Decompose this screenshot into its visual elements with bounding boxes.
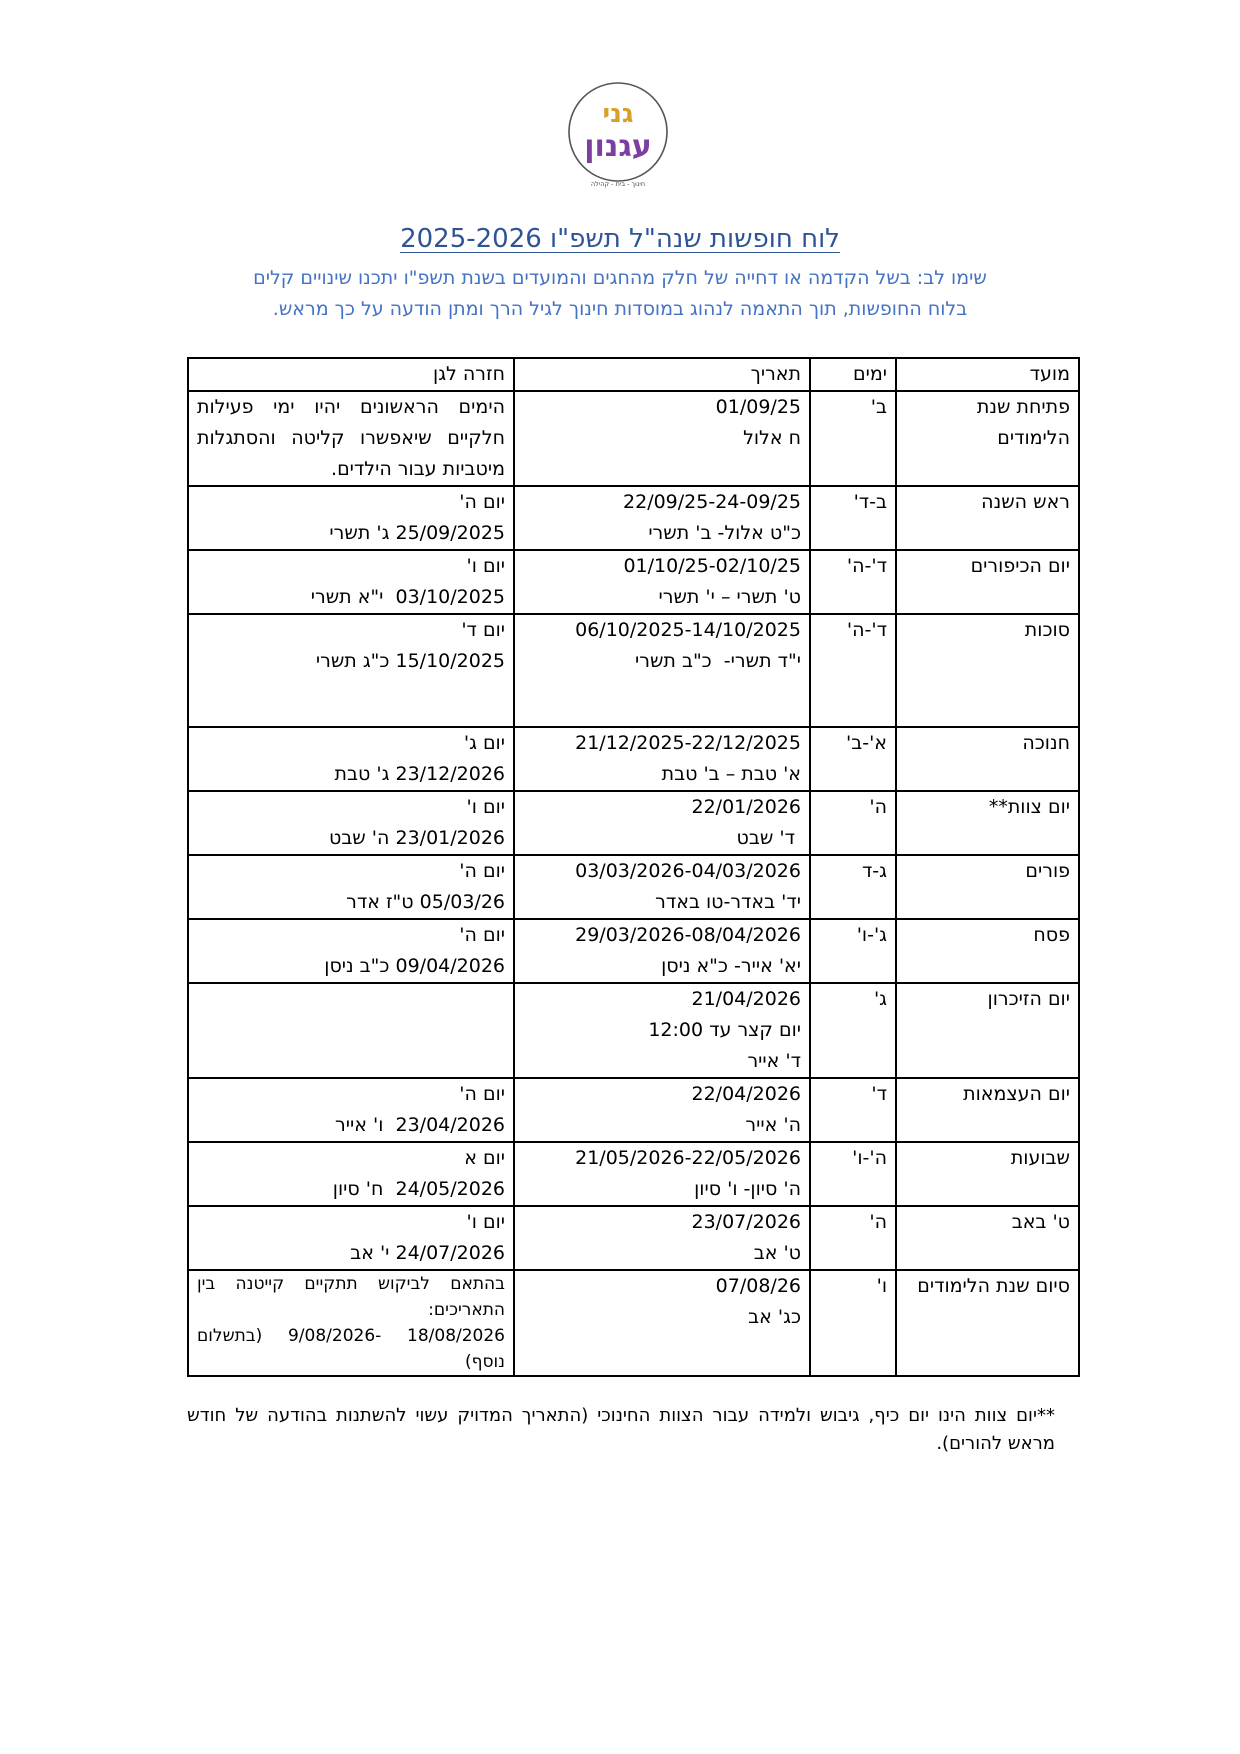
notice-line: בלוח החופשות, תוך התאמה לנהוג במוסדות חינוך לגיל הרך ומתן הודעה על כך מראש. — [272, 298, 968, 320]
table-row — [188, 983, 1079, 1078]
cell-date — [514, 855, 810, 919]
cell-date — [514, 983, 810, 1078]
cell-return — [188, 1078, 514, 1142]
cell-days: ה' — [810, 791, 896, 855]
date-line: 01/10/25-02/10/25 — [623, 555, 801, 577]
date-line: י"ד תשרי- כ"ב תשרי — [635, 650, 801, 672]
cell-return — [188, 855, 514, 919]
header-event: מועד — [896, 358, 1079, 391]
cell-days: ב' — [810, 391, 896, 486]
cell-return — [188, 983, 514, 1078]
date-line: 21/05/2026-22/05/2026 — [575, 1147, 801, 1169]
cell-days: ד'-ה' — [810, 614, 896, 727]
cell-event: יום העצמאות — [896, 1078, 1079, 1142]
cell-days: ג'-ו' — [810, 919, 896, 983]
return-line: 24/07/2026 י' אב — [350, 1242, 505, 1264]
cell-days: ג-ד — [810, 855, 896, 919]
cell-return — [188, 727, 514, 791]
return-line: יום ה' — [459, 491, 505, 513]
header-date: תאריך — [514, 358, 810, 391]
return-line: 18/08/2026 -9/08/2026 (בתשלום נוסף) — [197, 1326, 505, 1372]
date-line: כג' אב — [748, 1306, 801, 1328]
date-line: 01/09/25 — [715, 396, 801, 418]
table-row — [188, 391, 1079, 486]
cell-days: ג' — [810, 983, 896, 1078]
table-row — [188, 855, 1079, 919]
date-line: 21/12/2025-22/12/2025 — [575, 732, 801, 754]
cell-event: סוכות — [896, 614, 1079, 727]
logo-main-text: עגנון — [584, 129, 652, 164]
cell-event: ט' באב — [896, 1206, 1079, 1270]
cell-event: סיום שנת הלימודים — [896, 1270, 1079, 1376]
table-row — [188, 1270, 1079, 1376]
return-line: יום ו' — [466, 1211, 505, 1233]
kindergarten-logo — [564, 78, 672, 188]
date-line: 29/03/2026-08/04/2026 — [575, 924, 801, 946]
return-line: יום ד' — [461, 619, 505, 641]
return-line: 05/03/26 ט"ז אדר — [346, 891, 505, 913]
date-line: 23/07/2026 — [691, 1211, 801, 1233]
return-line: 24/05/2026 ח' סיון — [332, 1178, 505, 1200]
cell-return — [188, 614, 514, 727]
cell-date — [514, 1206, 810, 1270]
date-line: ט' תשרי – י' תשרי — [658, 586, 801, 608]
cell-days: ו' — [810, 1270, 896, 1376]
date-line: כ"ט אלול- ב' תשרי — [648, 522, 801, 544]
table-row — [188, 919, 1079, 983]
return-line: 23/01/2026 ה' שבט — [329, 827, 505, 849]
cell-return — [188, 1142, 514, 1206]
notice-line: שימו לב: בשל הקדמה או דחייה של חלק מהחגים והמועדים בשנת תשפ"ו יתכנו שינויים קלים — [253, 267, 987, 289]
cell-days: ד' — [810, 1078, 896, 1142]
cell-event: יום הזיכרון — [896, 983, 1079, 1078]
return-line: 25/09/2025 ג' תשרי — [329, 522, 505, 544]
cell-date — [514, 391, 810, 486]
page-title: לוח חופשות שנה"ל תשפ"ו 2025-2026 — [400, 224, 840, 254]
date-line: יא' אייר- כ"א ניסן — [661, 955, 801, 977]
date-line: יד' באדר-טו באדר — [655, 891, 801, 913]
table-header-row — [188, 358, 1079, 391]
logo-top-text: גני — [602, 99, 634, 129]
cell-return — [188, 791, 514, 855]
header-return: חזרה לגן — [188, 358, 514, 391]
date-line: ד' אייר — [747, 1050, 801, 1072]
return-line: בהתאם לביקוש תתקיים קייטנה בין התאריכים: — [197, 1274, 505, 1320]
cell-event: ראש השנה — [896, 486, 1079, 550]
return-line: יום ה' — [459, 860, 505, 882]
return-line: 03/10/2025 י"א תשרי — [310, 586, 505, 608]
date-line: ה' סיון- ו' סיון — [694, 1178, 801, 1200]
cell-event: פורים — [896, 855, 1079, 919]
cell-date — [514, 1270, 810, 1376]
table-row — [188, 486, 1079, 550]
return-line: יום ו' — [466, 555, 505, 577]
date-line: ה' אייר — [745, 1114, 801, 1136]
table-row — [188, 791, 1079, 855]
date-line: 06/10/2025-14/10/2025 — [575, 619, 801, 641]
return-line: יום ג' — [463, 732, 505, 754]
cell-return — [188, 1270, 514, 1376]
return-line: 23/04/2026 ו' אייר — [335, 1114, 505, 1136]
cell-event: שבועות — [896, 1142, 1079, 1206]
holiday-table — [187, 357, 1080, 1377]
cell-event: פתיחת שנת הלימודים — [896, 391, 1079, 486]
cell-event: יום צוות** — [896, 791, 1079, 855]
cell-event: יום הכיפורים — [896, 550, 1079, 614]
cell-date — [514, 550, 810, 614]
date-line: 07/08/26 — [715, 1275, 801, 1297]
cell-days: ד'-ה' — [810, 550, 896, 614]
date-line: 21/04/2026 — [691, 988, 801, 1010]
table-row — [188, 1078, 1079, 1142]
date-line: ד' שבט — [736, 827, 801, 849]
cell-return — [188, 391, 514, 486]
cell-days: ה' — [810, 1206, 896, 1270]
date-line: 22/09/25-24-09/25 — [623, 491, 801, 513]
cell-return — [188, 919, 514, 983]
return-line: יום ה' — [459, 1083, 505, 1105]
cell-event: פסח — [896, 919, 1079, 983]
cell-days: א'-ב' — [810, 727, 896, 791]
cell-return — [188, 486, 514, 550]
date-line: א' טבת – ב' טבת — [661, 763, 801, 785]
table-row — [188, 614, 1079, 727]
date-line: ט' אב — [753, 1242, 801, 1264]
header-days: ימים — [810, 358, 896, 391]
table-row — [188, 727, 1079, 791]
cell-return — [188, 550, 514, 614]
table-row — [188, 550, 1079, 614]
cell-date — [514, 727, 810, 791]
cell-date — [514, 1142, 810, 1206]
return-line: יום ו' — [466, 796, 505, 818]
notice — [200, 263, 1040, 325]
footnote: **יום צוות הינו יום כיף, גיבוש ולמידה עבור הצוות החינוכי (התאריך המדויק עשוי להשתנות בהודעה של חודש מראש להורים). — [187, 1405, 1055, 1454]
date-line: ח אלול — [743, 427, 801, 449]
cell-date — [514, 1078, 810, 1142]
cell-days: ב-ד' — [810, 486, 896, 550]
return-line: הימים הראשונים יהיו ימי פעילות חלקיים שיאפשרו קליטה והסתגלות מיטביות עבור הילדים. — [197, 396, 505, 480]
date-line: 03/03/2026-04/03/2026 — [575, 860, 801, 882]
return-line: 15/10/2025 כ"ג תשרי — [315, 650, 505, 672]
cell-return — [188, 1206, 514, 1270]
return-line: יום א — [464, 1147, 505, 1169]
cell-date — [514, 614, 810, 727]
return-line: 23/12/2026 ג' טבת — [334, 763, 505, 785]
logo-tagline: חינוך - בית - קהילה — [590, 180, 646, 188]
return-line: יום ה' — [459, 924, 505, 946]
table-row — [188, 1206, 1079, 1270]
cell-event: חנוכה — [896, 727, 1079, 791]
date-line: 22/04/2026 — [691, 1083, 801, 1105]
cell-date — [514, 919, 810, 983]
date-line: 22/01/2026 — [691, 796, 801, 818]
cell-date — [514, 486, 810, 550]
table-row — [188, 1142, 1079, 1206]
return-line: 09/04/2026 כ"ב ניסן — [324, 955, 505, 977]
date-line: יום קצר עד 12:00 — [648, 1019, 801, 1041]
cell-days: ה'-ו' — [810, 1142, 896, 1206]
cell-date — [514, 791, 810, 855]
